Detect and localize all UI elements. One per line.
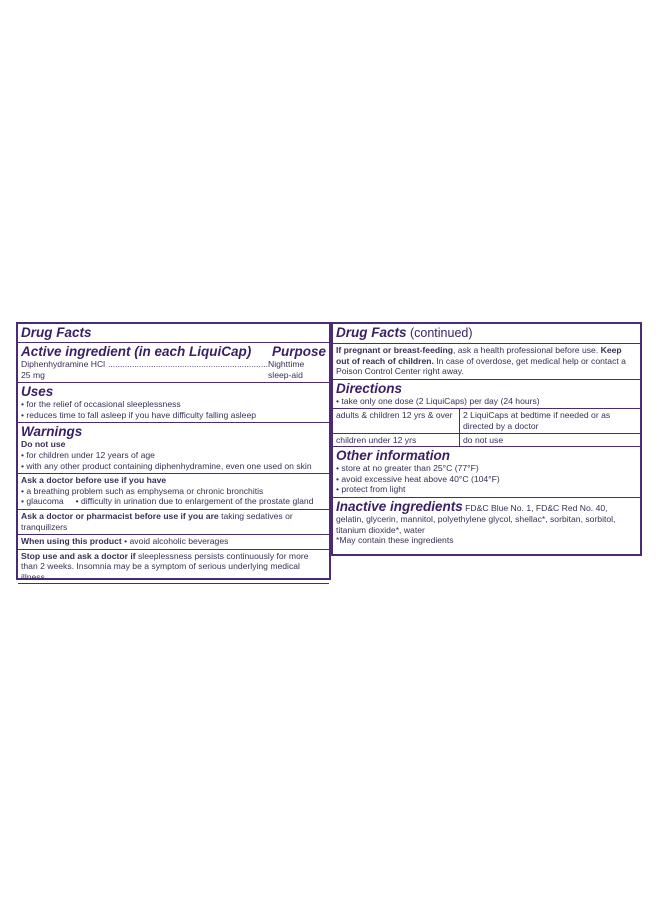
uses-item: • for the relief of occasional sleeplessness	[21, 399, 181, 410]
leader-dots: ...................................................................	[108, 359, 268, 369]
ask-doctor-item: • glaucoma • difficulty in urination due to enlargement of the prostate gland	[21, 496, 314, 507]
table-cell: children under 12 yrs	[333, 433, 460, 446]
drug-facts-continued-title	[333, 324, 640, 344]
ingredient-name: Diphenhydramine HCl 25 mg	[21, 359, 106, 380]
directions-intro: • take only one dose (2 LiquiCaps) per day (24 hours)	[336, 395, 540, 406]
do-not-use-item: • for children under 12 years of age	[21, 449, 155, 460]
drug-facts-panel-left	[16, 322, 331, 580]
panel-title: Drug Facts	[21, 325, 92, 340]
overdose-text: In case of overdose, get medical help or contact a Poison Control Center right away.	[336, 355, 626, 377]
table-cell: 2 LiquiCaps at bedtime if needed or as directed by a doctor	[460, 409, 641, 433]
warnings-heading: Warnings	[21, 424, 83, 440]
table-cell: adults & children 12 yrs & over	[333, 409, 460, 433]
stop-use-line	[21, 551, 326, 583]
continued-label: (continued)	[406, 326, 473, 340]
keep-out-label: Keep out of reach of children.	[336, 345, 622, 366]
ask-doctor-item: • a breathing problem such as emphysema or chronic bronchitis	[21, 485, 264, 496]
do-not-use-heading: Do not use	[21, 439, 66, 450]
drug-facts-panel-right	[331, 322, 642, 556]
purpose-heading: Purpose	[271, 344, 326, 359]
active-ingredient-section	[18, 343, 329, 383]
table-row	[333, 409, 640, 433]
inactive-ingredients-heading: Inactive ingredients	[336, 498, 463, 514]
when-using-text: • avoid alcoholic beverages	[121, 536, 229, 547]
active-ingredient-heading: Active ingredient (in each LiquiCap)	[21, 344, 252, 359]
uses-section	[18, 383, 329, 423]
stop-use-text: sleeplessness persists continuously for more than 2 weeks. Insomnia may be a symptom of serious underlying medical illness.	[21, 550, 309, 582]
other-information-item: • protect from light	[336, 484, 406, 495]
when-using-label: When using this product	[21, 536, 122, 547]
panel-title: Drug Facts	[336, 325, 407, 340]
pregnancy-label: If pregnant or breast-feeding	[336, 345, 453, 355]
pregnancy-text: , ask a health professional before use.	[452, 345, 601, 355]
directions-heading: Directions	[336, 380, 403, 396]
other-information-item: • store at no greater than 25°C (77°F)	[336, 463, 479, 474]
do-not-use-item: • with any other product containing diphenhydramine, even one used on skin	[21, 460, 312, 471]
uses-item: • reduces time to fall asleep if you have difficulty falling asleep	[21, 409, 257, 420]
other-information-section	[333, 447, 640, 498]
inactive-ingredients-note: *May contain these ingredients	[336, 535, 454, 546]
ask-pharmacist-line	[21, 511, 326, 532]
uses-heading: Uses	[21, 384, 54, 400]
other-information-heading: Other information	[336, 448, 450, 464]
pregnancy-section	[333, 344, 640, 380]
table-row	[333, 433, 640, 446]
other-information-item: • avoid excessive heat above 40°C (104°F)	[336, 473, 500, 484]
drug-facts-title	[18, 324, 329, 343]
table-cell: do not use	[460, 433, 641, 446]
ask-pharmacist-label: Ask a doctor or pharmacist before use if you are	[21, 510, 219, 521]
ingredient-purpose: Nighttime sleep-aid	[268, 359, 305, 380]
inactive-ingredients-text: FD&C Blue No. 1, FD&C Red No. 40, gelatin, glycerin, mannitol, polyethylene glycol, shellac*, sorbitan, sorbitol, titanium dioxide*, water	[336, 502, 616, 535]
when-using-line	[21, 536, 326, 547]
directions-table	[333, 408, 640, 446]
warnings-section	[18, 423, 329, 583]
stop-use-label: Stop use and ask a doctor if	[21, 550, 136, 561]
ask-doctor-heading: Ask a doctor before use if you have	[21, 475, 167, 486]
inactive-ingredients-section	[333, 498, 640, 548]
ask-pharmacist-text: taking sedatives or tranquilizers	[21, 510, 293, 532]
directions-section	[333, 380, 640, 447]
